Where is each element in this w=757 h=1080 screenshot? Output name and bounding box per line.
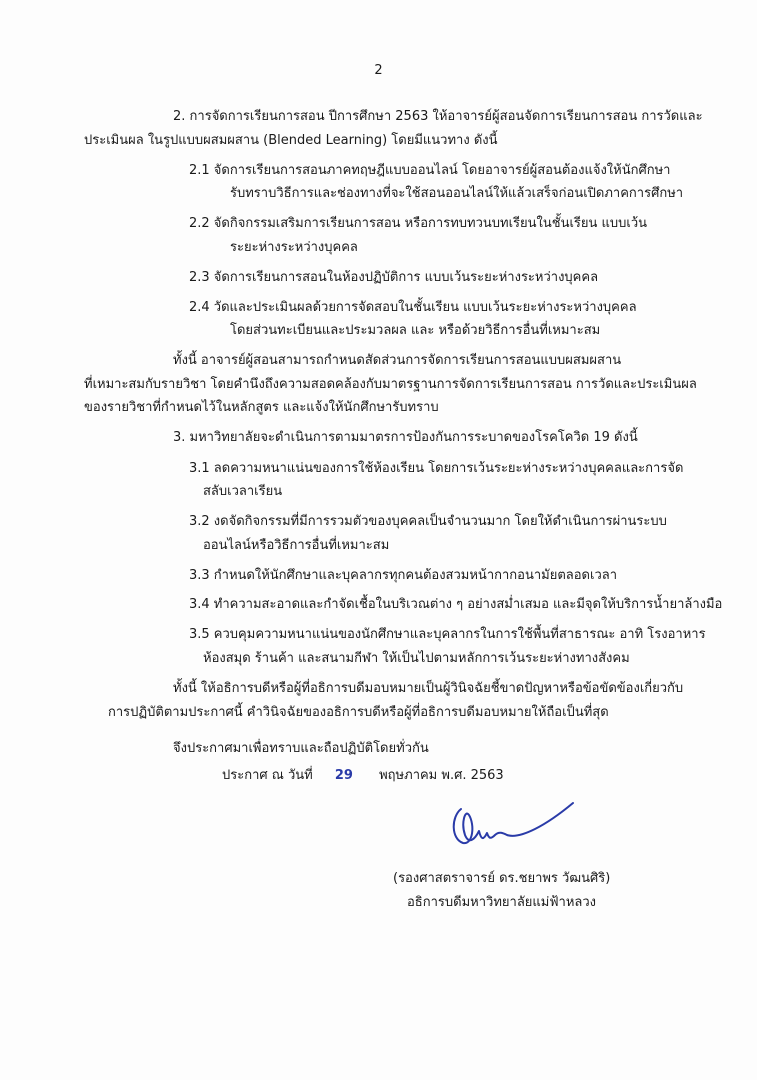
item-2-2-line2: ระยะห่างระหว่างบุคคล (230, 240, 358, 255)
date-month-year: พฤษภาคม พ.ศ. 2563 (379, 768, 504, 783)
closing-line2: การปฏิบัติตามประกาศนี้ คำวินิจฉัยของอธิการบดีหรือผู้ที่อธิการบดีมอบหมายให้ถือเป็นที่สุด (108, 705, 609, 720)
signer-title: อธิการบดีมหาวิทยาลัยแม่ฟ้าหลวง (407, 895, 597, 910)
signer-name: (รองศาสตราจารย์ ดร.ชยาพร วัฒนศิริ) (393, 871, 611, 886)
section2-note-line3: ของรายวิชาที่กำหนดไว้ในหลักสูตร และแจ้งให้นักศึกษารับทราบ (84, 400, 439, 415)
item-2-3-line1: 2.3 จัดการเรียนการสอนในห้องปฏิบัติการ แบบเว้นระยะห่างระหว่างบุคคล (189, 270, 599, 285)
section2-intro-line2: ประเมินผล ในรูปแบบผสมผสาน (Blended Learning) โดยมีแนวทาง ดังนี้ (84, 133, 498, 148)
item-2-1-line2: รับทราบวิธีการและช่องทางที่จะใช้สอนออนไลน์ให้แล้วเสร็จก่อนเปิดภาคการศึกษา (230, 186, 684, 201)
item-3-1-line1: 3.1 ลดความหนาแน่นของการใช้ห้องเรียน โดยการเว้นระยะห่างระหว่างบุคคลและการจัด (189, 461, 684, 476)
date-line (222, 765, 504, 787)
item-3-5-line1: 3.5 ควบคุมความหนาแน่นของนักศึกษาและบุคลากรในการใช้พื้นที่สาธารณะ อาทิ โรงอาหาร (189, 627, 706, 642)
item-2-4-line1: 2.4 วัดและประเมินผลด้วยการจัดสอบในชั้นเรียน แบบเว้นระยะห่างระหว่างบุคคล (189, 300, 637, 315)
item-3-2-line2: ออนไลน์หรือวิธีการอื่นที่เหมาะสม (203, 538, 390, 553)
date-prefix: ประกาศ ณ วันที่ (222, 768, 313, 783)
signature-image (443, 795, 583, 855)
section2-note-line1: ทั้งนี้ อาจารย์ผู้สอนสามารถกำหนดสัดส่วนการจัดการเรียนการสอนแบบผสมผสาน (173, 353, 622, 368)
item-3-3-line1: 3.3 กำหนดให้นักศึกษาและบุคลากรทุกคนต้องสวมหน้ากากอนามัยตลอดเวลา (189, 568, 618, 583)
closing-line1: ทั้งนี้ ให้อธิการบดีหรือผู้ที่อธิการบดีมอบหมายเป็นผู้วินิจฉัยชี้ขาดปัญหาหรือข้อขัดข้องเกี่ยวกับ (173, 681, 684, 696)
section2-note-line2: ที่เหมาะสมกับรายวิชา โดยคำนึงถึงความสอดคล้องกับมาตรฐานการจัดการเรียนการสอน การวัดและประเมินผล (84, 377, 697, 392)
item-3-5-line2: ห้องสมุด ร้านค้า และสนามกีฬา ให้เป็นไปตามหลักการเว้นระยะห่างทางสังคม (203, 651, 630, 666)
item-3-4-line1: 3.4 ทำความสะอาดและกำจัดเชื้อในบริเวณต่าง ๆ อย่างสม่ำเสมอ และมีจุดให้บริการน้ำยาล้างมือ (189, 597, 723, 612)
item-3-2-line1: 3.2 งดจัดกิจกรรมที่มีการรวมตัวของบุคคลเป็นจำนวนมาก โดยให้ดำเนินการผ่านระบบ (189, 514, 667, 529)
section2-intro-line1: 2. การจัดการเรียนการสอน ปีการศึกษา 2563 ให้อาจารย์ผู้สอนจัดการเรียนการสอน การวัดและ (173, 109, 703, 124)
item-2-4-line2: โดยส่วนทะเบียนและประมวลผล และ หรือด้วยวิธีการอื่นที่เหมาะสม (230, 323, 601, 338)
page-number: 2 (374, 63, 383, 78)
item-2-1-line1: 2.1 จัดการเรียนการสอนภาคทฤษฎีแบบออนไลน์ โดยอาจารย์ผู้สอนต้องแจ้งให้นักศึกษา (189, 163, 671, 178)
date-day: 29 (334, 768, 353, 783)
announcement: จึงประกาศมาเพื่อทราบและถือปฏิบัติโดยทั่วกัน (173, 741, 429, 756)
item-3-1-line2: สลับเวลาเรียน (203, 484, 283, 499)
item-2-2-line1: 2.2 จัดกิจกรรมเสริมการเรียนการสอน หรือการทบทวนบทเรียนในชั้นเรียน แบบเว้น (189, 216, 648, 231)
section3-intro: 3. มหาวิทยาลัยจะดำเนินการตามมาตรการป้องกันการระบาดของโรคโควิด 19 ดังนี้ (173, 430, 638, 445)
